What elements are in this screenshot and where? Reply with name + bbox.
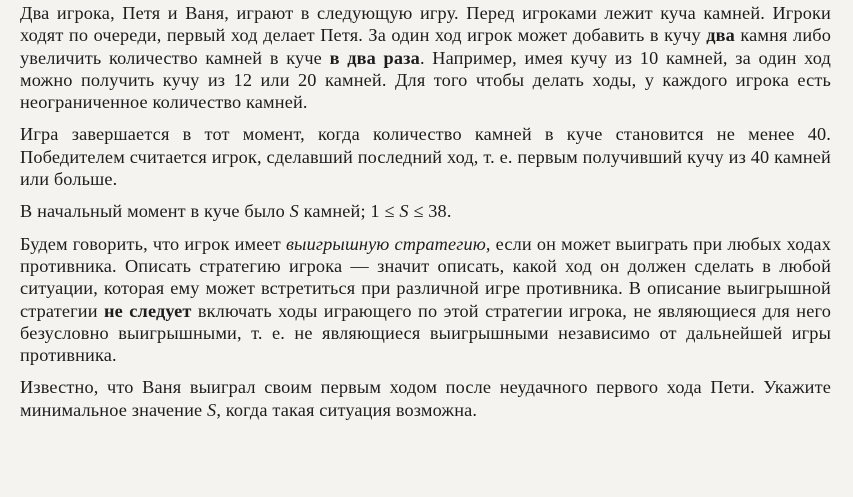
strategy-emphasis-not: не следует: [103, 300, 192, 321]
rules-text-2: камня либо увеличить количество камней в куче: [20, 25, 831, 68]
paragraph-question: [20, 376, 831, 421]
initial-text-2: камней; 1 ≤: [298, 201, 400, 222]
rules-text-3: . Например, имея кучу из 10 камней, за один ход можно получить кучу из 12 или 20 камней. Для того чтобы делать ходы, у каждого игрока есть неограниченное количество камней.: [20, 47, 831, 113]
paragraph-end-condition: Игра завершается в тот момент, когда количество камней в куче становится не менее 40. Победителем считается игрок, сделавший последний ход, т. е. первым получивший кучу из 40 камней или больше.: [20, 124, 831, 190]
question-var-s: S: [207, 399, 217, 420]
strategy-text-2: , если он может выиграть при любых ходах противника. Описать стратегию игрока — значит описать, какой ход он должен сделать в любой ситуации, которая ему может встретиться при различной игре противника. В описание выигрышной стратегии: [20, 233, 831, 321]
paragraph-initial-state: [20, 200, 831, 222]
rules-emphasis-double: в два раза: [329, 47, 420, 68]
rules-text-1: Два игрока, Петя и Ваня, играют в следующую игру. Перед игроками лежит куча камней. Игроки ходят по очереди, первый ход делает Петя. За один ход игрок может добавить в кучу: [20, 3, 831, 46]
paragraph-rules: [20, 2, 831, 113]
initial-var-s: S: [289, 201, 299, 222]
question-text-2: , когда такая ситуация возможна.: [216, 399, 478, 420]
strategy-term: выигрышную стратегию: [285, 233, 486, 254]
strategy-text-1: Будем говорить, что игрок имеет: [20, 233, 286, 254]
initial-text-1: В начальный момент в куче было: [20, 201, 290, 222]
initial-var-s-2: S: [399, 201, 409, 222]
rules-emphasis-two: два: [706, 25, 735, 46]
paragraph-strategy: [20, 233, 831, 367]
strategy-text-3: включать ходы играющего по этой стратегии игрока, не являющиеся для него безусловно выигрышными, т. е. не являющиеся выигрышными независимо от дальнейшей игры противника.: [20, 300, 831, 366]
question-text-1: Известно, что Ваня выиграл своим первым ходом после неудачного первого хода Пети. Укажите минимальное значение: [20, 377, 831, 420]
initial-text-3: ≤ 38.: [408, 201, 452, 222]
